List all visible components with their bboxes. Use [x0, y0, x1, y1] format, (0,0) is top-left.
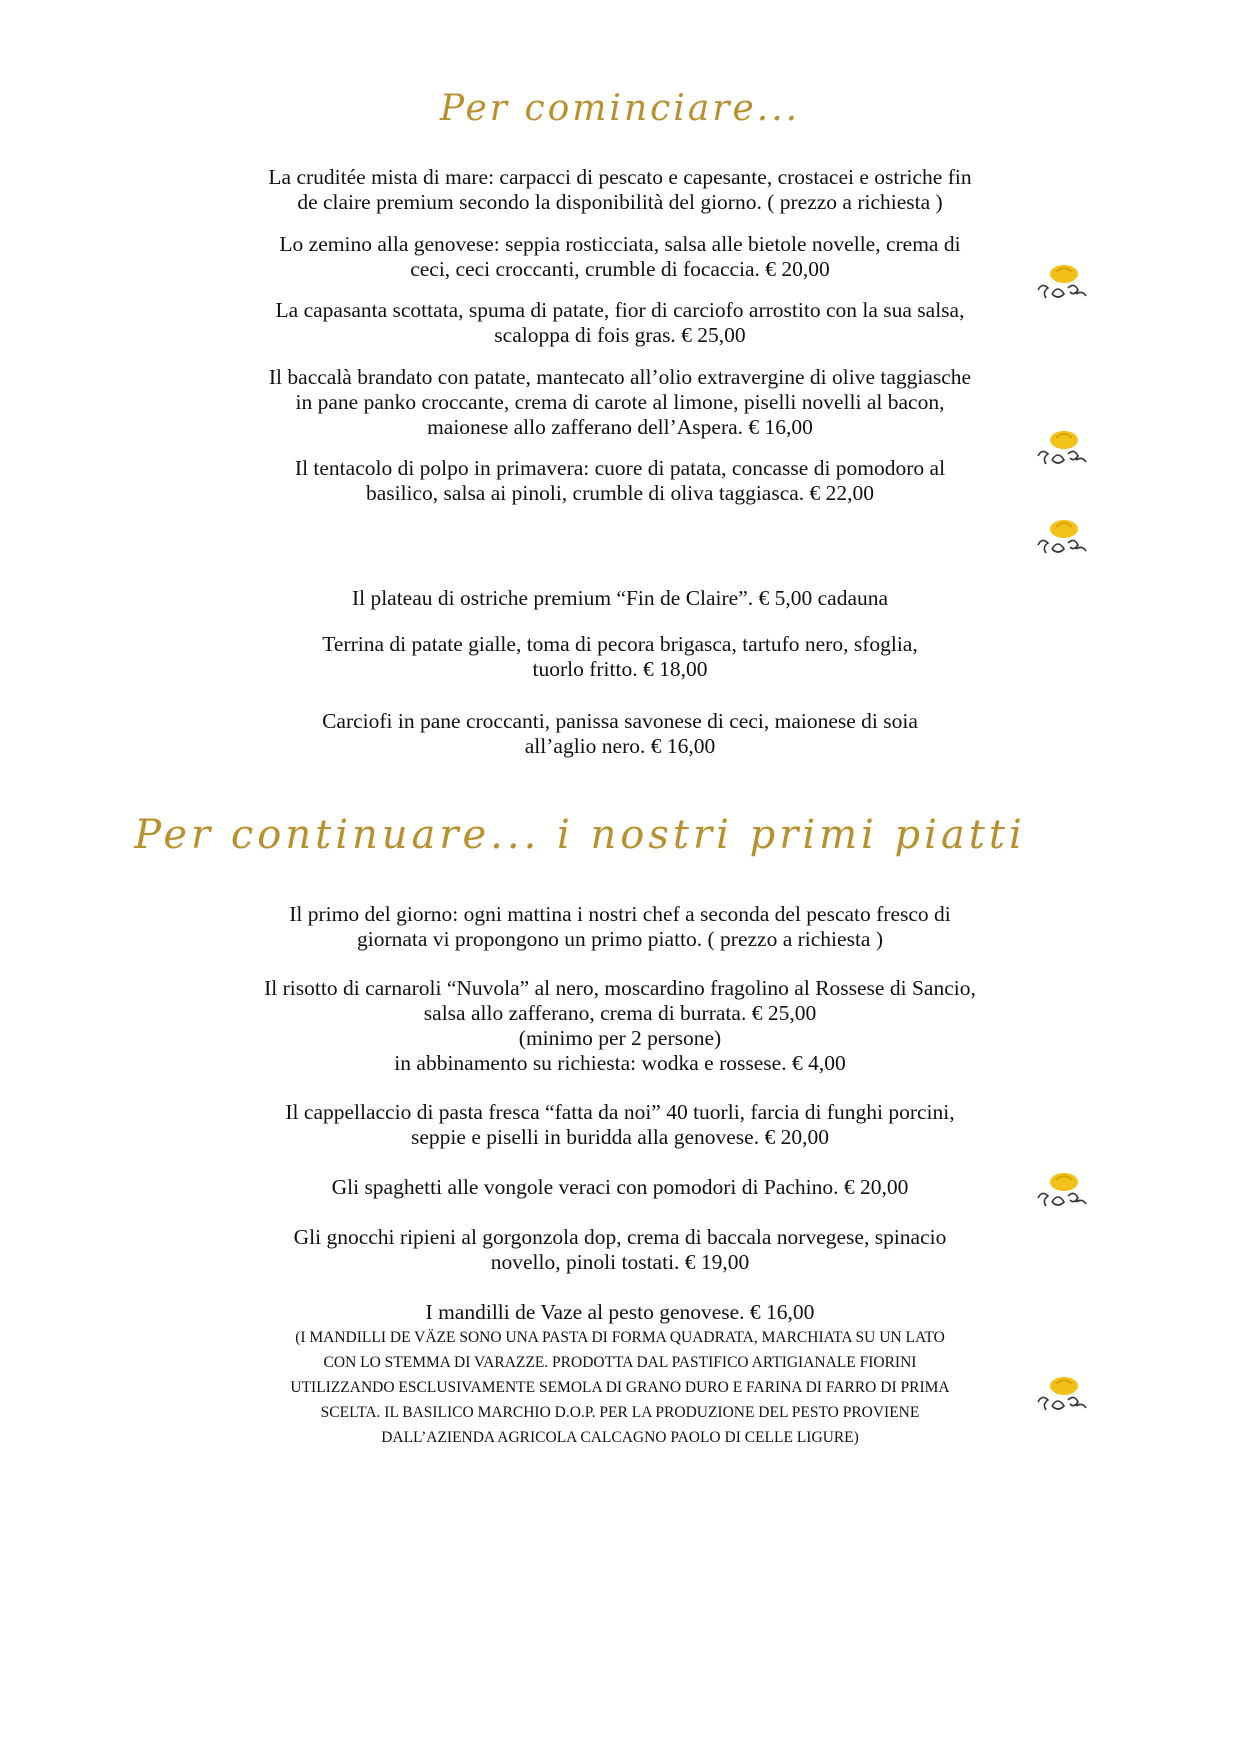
menu-item-mandilli: I mandilli de Vaze al pesto genovese. € 16,00 (I MANDILLI DE VÄZE SONO UNA PASTA DI FORMA QUADRATA, MARCHIATA SU UN LATO CON LO STEMMA DI VARAZZE. PRODOTTA DAL PASTIFICO ARTIGIANALE FIORINI UTILIZZANDO ESCLUSIVAMENTE SEMOLA DI GRANO DURO E FARINA DI FARRO DI PRIMA SCELTA. IL BASILICO MARCHIO D.O.P. PER LA PRODUZIONE DEL PESTO PROVIENE DALL’AZIENDA AGRICOLA CALCAGNO PAOLO DI CELLE LIGURE) [190, 1300, 1050, 1450]
menu-item-spaghetti: Gli spaghetti alle vongole veraci con pomodori di Pachino. € 20,00 [331, 1175, 909, 1199]
ligurian-tradition-icon [1032, 515, 1092, 561]
menu-item-crudite: La cruditée mista di mare: carpacci di pescato e capesante, crostacei e ostriche fin de claire premium secondo la disponibilità del giorno. ( prezzo a richiesta ) [268, 165, 972, 214]
menu-item-capasanta: La capasanta scottata, spuma di patate, fior di carciofo arrostito con la sua salsa, scaloppa di fois gras. € 25,00 [275, 298, 965, 347]
menu-item-zemino: Lo zemino alla genovese: seppia rosticciata, salsa alle bietole novelle, crema di ceci, ceci croccanti, crumble di focaccia. € 20,00 [279, 232, 961, 281]
menu-item-risotto: Il risotto di carnaroli “Nuvola” al nero, moscardino fragolino al Rossese di Sancio, salsa allo zafferano, crema di burrata. € 25,00 (minimo per 2 persone) in abbinamento su richiesta: wodka e rossese. € 4,00 [264, 976, 976, 1075]
menu-item-terrina: Terrina di patate gialle, toma di pecora brigasca, tartufo nero, sfoglia, tuorlo fritto. € 18,00 [322, 632, 918, 681]
menu-item-baccala: Il baccalà brandato con patate, mantecato all’olio extravergine di olive taggiasche in pane panko croccante, crema di carote al limone, piselli novelli al bacon, maionese allo zafferano dell’Aspera. € 16,00 [268, 365, 972, 439]
menu-item-gnocchi: Gli gnocchi ripieni al gorgonzola dop, crema di baccala norvegese, spinacio novello, pinoli tostati. € 19,00 [293, 1225, 947, 1274]
menu-item-carciofi: Carciofi in pane croccanti, panissa savonese di ceci, maionese di soia all’aglio nero. € 16,00 [322, 709, 918, 758]
section-title-starters: Per cominciare... [439, 88, 801, 129]
ligurian-tradition-icon [1032, 1372, 1092, 1418]
ligurian-tradition-icon [1032, 1168, 1092, 1214]
menu-item-cappellaccio: Il cappellaccio di pasta fresca “fatta da noi” 40 tuorli, farcia di funghi porcini, seppie e piselli in buridda alla genovese. € 20,00 [285, 1100, 955, 1149]
section-title-first-courses: Per continuare... i nostri primi piatti [134, 812, 1026, 858]
mandilli-note: (I MANDILLI DE VÄZE SONO UNA PASTA DI FORMA QUADRATA, MARCHIATA SU UN LATO [295, 1329, 945, 1346]
menu-item-ostriche: Il plateau di ostriche premium “Fin de Claire”. € 5,00 cadauna [351, 586, 889, 610]
menu-item-primo-del-giorno: Il primo del giorno: ogni mattina i nostri chef a seconda del pescato fresco di giornata vi propongono un primo piatto. ( prezzo a richiesta ) [289, 902, 951, 951]
menu-item-polpo: Il tentacolo di polpo in primavera: cuore di patata, concasse di pomodoro al basilico, salsa ai pinoli, crumble di oliva taggiasca. € 22,00 [294, 456, 946, 505]
